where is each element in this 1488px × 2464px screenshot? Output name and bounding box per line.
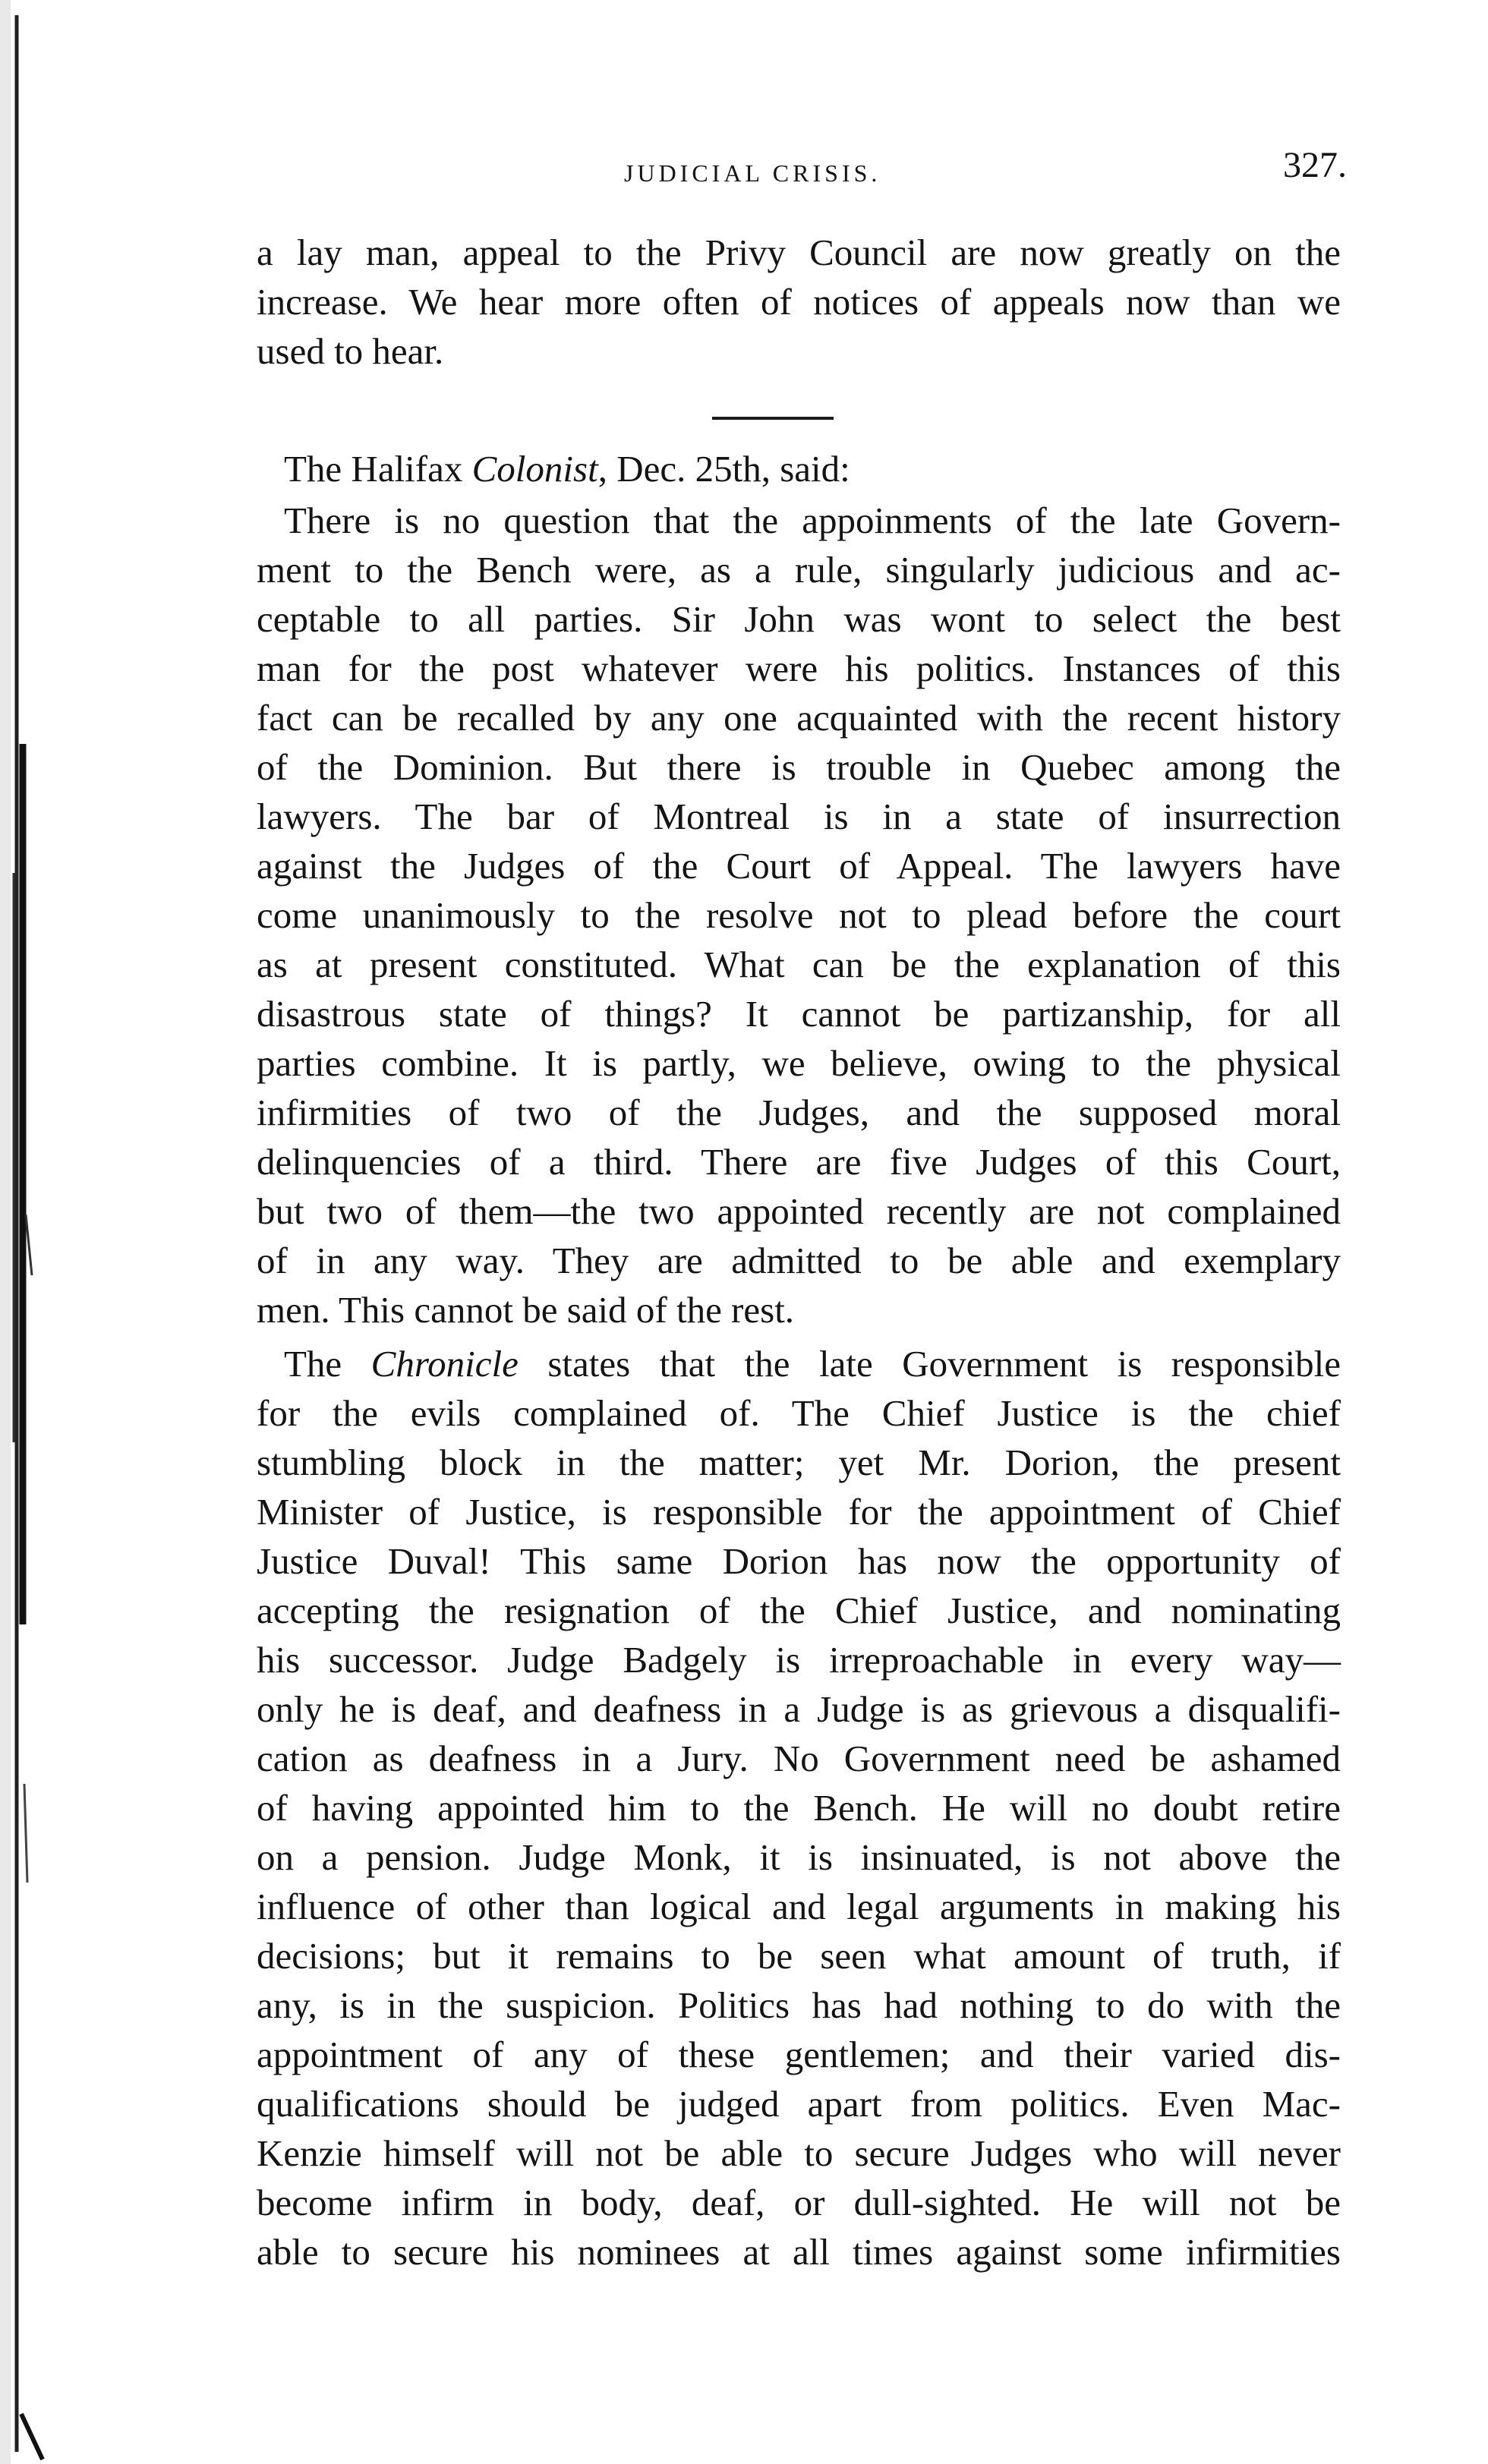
- section-divider: [712, 417, 834, 420]
- text-line: his successor. Judge Badgely is irreproachable in every way—: [257, 1639, 1341, 1681]
- text-line: of having appointed him to the Bench. He will no doubt retire: [257, 1787, 1341, 1829]
- text-line: stumbling block in the matter; yet Mr. Dorion, the present: [257, 1442, 1341, 1483]
- page-body: [257, 228, 1341, 2277]
- text-line: decisions; but it remains to be seen what amount of truth, if: [257, 1935, 1341, 1977]
- quoted-paragraph-1: [257, 496, 1341, 1334]
- text-line: but two of them—the two appointed recently are not complained: [257, 1190, 1341, 1232]
- text-line: ment to the Bench were, as a rule, singularly judicious and ac-: [257, 549, 1341, 591]
- text-line: Kenzie himself will not be able to secure Judges who will never: [257, 2132, 1341, 2174]
- text-line: There is no question that the appoinments of the late Govern-: [284, 499, 1341, 541]
- text-line: of in any way. They are admitted to be able and exemplary: [257, 1240, 1341, 1281]
- text-line: used to hear.: [257, 330, 444, 372]
- text-line: Justice Duval! This same Dorion has now the opportunity of: [257, 1540, 1341, 1582]
- text-line: appointment of any of these gentlemen; and their varied dis-: [257, 2034, 1341, 2075]
- text-line: men. This cannot be said of the rest.: [257, 1289, 795, 1331]
- text-line: fact can be recalled by any one acquainted with the recent history: [257, 697, 1341, 739]
- quote-attribution: [257, 443, 1341, 496]
- text-line: any, is in the suspicion. Politics has had nothing to do with the: [257, 1984, 1341, 2026]
- page-binding-edge: [0, 0, 53, 2464]
- text-line: against the Judges of the Court of Appeal. The lawyers have: [257, 845, 1341, 887]
- text-line: cation as deafness in a Jury. No Government need be ashamed: [257, 1738, 1341, 1779]
- text-line: ceptable to all parties. Sir John was wont to select the best: [257, 598, 1341, 640]
- text-line: become infirm in body, deaf, or dull-sighted. He will not be: [257, 2182, 1341, 2223]
- text-line: of the Dominion. But there is trouble in Quebec among the: [257, 746, 1341, 788]
- text-line: a lay man, appeal to the Privy Council are now greatly on the: [257, 232, 1341, 273]
- text-line: able to secure his nominees at all times against some infirmities: [257, 2231, 1341, 2273]
- attribution-suffix: , Dec. 25th, said:: [597, 448, 850, 490]
- text-line: infirmities of two of the Judges, and the supposed moral: [257, 1092, 1341, 1133]
- line-suffix: states that the late Government is responsible: [518, 1343, 1341, 1385]
- newspaper-name: Chronicle: [370, 1343, 519, 1385]
- running-title: JUDICIAL CRISIS.: [624, 159, 881, 187]
- attribution-prefix: The Halifax: [284, 448, 472, 490]
- text-line: delinquencies of a third. There are five Judges of this Court,: [257, 1141, 1341, 1183]
- text-line: qualifications should be judged apart from politics. Even Mac-: [257, 2083, 1341, 2125]
- text-line: lawyers. The bar of Montreal is in a state of insurrection: [257, 796, 1341, 837]
- text-line: man for the post whatever were his politics. Instances of this: [257, 648, 1341, 689]
- newspaper-name: Colonist: [471, 448, 598, 490]
- text-line: accepting the resignation of the Chief Justice, and nominating: [257, 1590, 1341, 1631]
- text-line: parties combine. It is partly, we believe, owing to the physical: [257, 1042, 1341, 1084]
- line-prefix: The: [284, 1343, 371, 1385]
- text-line: [257, 1339, 1341, 1388]
- quoted-paragraph-2: [257, 1339, 1341, 2277]
- text-line: on a pension. Judge Monk, it is insinuated, is not above the: [257, 1836, 1341, 1878]
- text-line: Minister of Justice, is responsible for the appointment of Chief: [257, 1491, 1341, 1533]
- text-line: as at present constituted. What can be the explanation of this: [257, 944, 1341, 985]
- text-line: for the evils complained of. The Chief Justice is the chief: [257, 1392, 1341, 1434]
- continuation-paragraph: [257, 228, 1341, 376]
- text-line: influence of other than logical and legal arguments in making his: [257, 1886, 1341, 1927]
- text-line: only he is deaf, and deafness in a Judge is as grievous a disqualifi-: [257, 1688, 1341, 1730]
- text-line: come unanimously to the resolve not to plead before the court: [257, 894, 1341, 936]
- page-number: 327.: [1283, 145, 1347, 185]
- text-line: disastrous state of things? It cannot be partizanship, for all: [257, 993, 1341, 1035]
- text-line: increase. We hear more often of notices of appeals now than we: [257, 281, 1341, 323]
